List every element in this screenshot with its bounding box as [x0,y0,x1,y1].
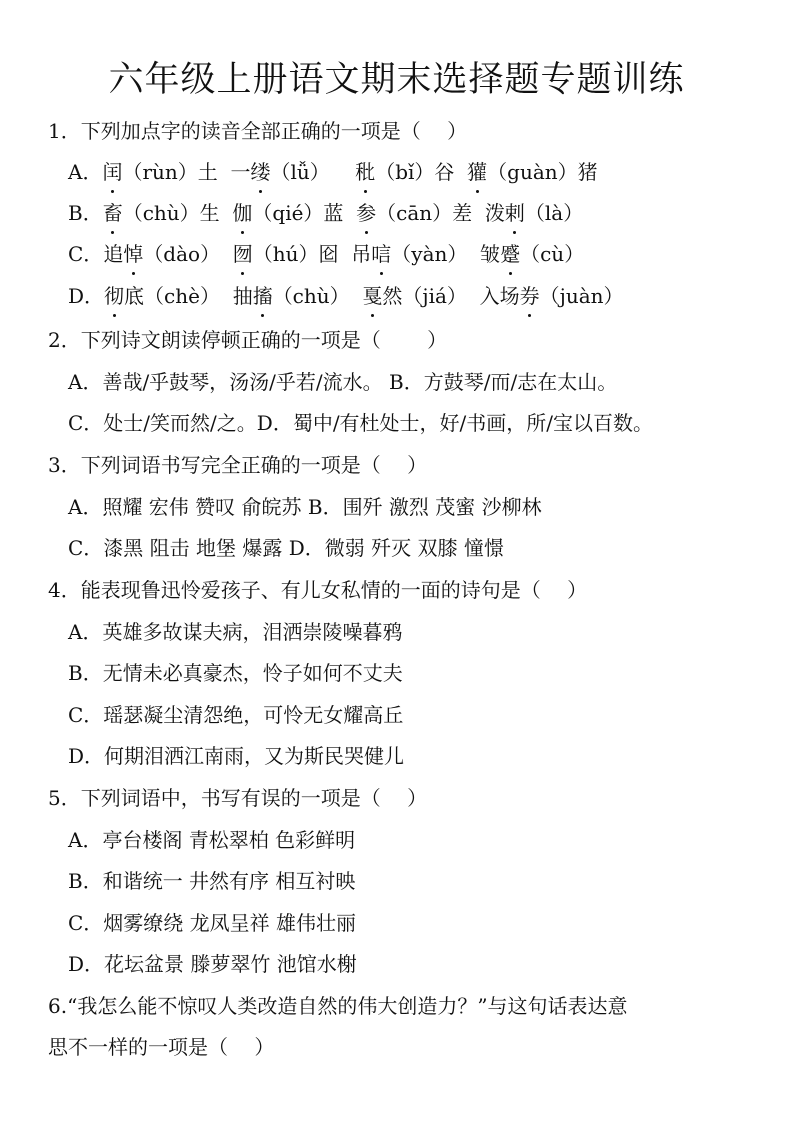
question-2-options-cd: C．处士/笑而然/之。D．蜀中/有杜处士，好/书画，所/宝以百数。 [68,411,654,435]
question-6 [48,991,628,1021]
option-label: D． [68,284,105,308]
question-4-option-b: B．无情未必真豪杰，怜子如何不丈夫 [68,661,403,685]
option-text: （hú）囵 [252,242,352,266]
option-text: 底（chè） [124,284,233,308]
question-text: 下列诗文朗读停顿正确的一项是（ ） [80,328,448,352]
question-3 [48,450,427,480]
dotted-character: 秕 [355,157,375,187]
option-text: （juàn） [539,284,624,308]
question-5-option-d: D．花坛盆景 滕萝翠竹 池馆水榭 [68,952,357,976]
question-5-option-c: C．烟雾缭绕 龙凤呈祥 雄伟壮丽 [68,911,357,935]
option-text: （lǚ） [270,160,356,184]
page-title: 六年级上册语文期末选择题专题训练 [108,60,685,100]
option-text: 一 [230,160,251,184]
question-1-option-c [68,239,584,269]
dotted-character: 蹙 [500,239,520,269]
question-1-option-b [68,198,583,228]
dotted-character: 畜 [103,198,123,228]
option-text: （chù） [272,284,363,308]
option-text: （bǐ）谷 [375,160,468,184]
question-number: 4． [48,578,81,602]
question-text: 下列词语书写完全正确的一项是（ ） [80,453,428,477]
question-number: 3． [48,453,81,477]
option-text: 皱 [480,242,501,266]
dotted-character: 券 [520,281,540,311]
option-text: （cù） [520,242,585,266]
dotted-character: 彻 [104,281,124,311]
question-5 [48,783,427,813]
option-text: 抽 [232,284,253,308]
option-text: （yàn） [391,242,481,266]
dotted-character: 獾 [467,157,487,187]
question-2-options-ab: A．善哉/乎鼓琴，汤汤/乎若/流水。 B．方鼓琴/而/志在太山。 [68,370,618,394]
dotted-character: 悼 [123,239,143,269]
question-1 [48,116,467,146]
question-3-options-ab: A．照耀 宏伟 赞叹 俞皖苏 B．围歼 激烈 茂蜜 沙柳林 [68,495,542,519]
option-text: （rùn）土 [122,160,231,184]
option-text: （chù）生 [122,201,233,225]
option-label: C． [68,242,104,266]
question-1-option-a [68,157,598,187]
question-1-option-d [68,281,624,311]
question-text: 下列词语中，书写有误的一项是（ ） [80,786,428,810]
question-text: 能表现鲁迅怜爱孩子、有儿女私情的一面的诗句是（ ） [80,578,588,602]
dotted-character: 戛 [362,281,382,311]
option-text: 然（jiá） [382,284,480,308]
option-text: 吊 [351,242,372,266]
question-4-option-c: C．瑶瑟凝尘清怨绝，可怜无女耀高丘 [68,703,404,727]
dotted-character: 剌 [505,198,525,228]
option-text: 追 [103,242,124,266]
question-5-option-b: B．和谐统一 井然有序 相互衬映 [68,869,356,893]
option-text: （dào） [143,242,233,266]
question-number: 6. [48,994,68,1018]
question-4 [48,575,587,605]
question-3-options-cd: C．漆黑 阻击 地堡 爆露 D．微弱 歼灭 双膝 憧憬 [68,536,504,560]
question-number: 5． [48,786,81,810]
question-6-continued: 思不一样的一项是（ ） [48,1035,275,1059]
dotted-character: 参 [356,198,376,228]
question-2 [48,325,447,355]
question-number: 1． [48,119,81,143]
question-4-option-a: A．英雄多故谋夫病，泪洒崇陵噪暮鸦 [68,620,403,644]
option-label: A． [68,160,103,184]
option-label: B． [68,201,103,225]
question-number: 2． [48,328,81,352]
dotted-character: 唁 [371,239,391,269]
dotted-character: 伽 [232,198,252,228]
option-text: 入场 [479,284,520,308]
option-text: （cān）差 [376,201,485,225]
dotted-character: 闰 [102,157,122,187]
question-text: 下列加点字的读音全部正确的一项是（ ） [80,119,468,143]
question-text-line-1: “我怎么能不惊叹人类改造自然的伟大创造力？”与这句话表达意 [67,994,628,1018]
dotted-character: 缕 [251,157,271,187]
option-text: （là） [524,201,584,225]
option-text: 泼 [484,201,505,225]
question-5-option-a: A．亭台楼阁 青松翠柏 色彩鲜明 [68,828,356,852]
option-text: （qié）蓝 [252,201,357,225]
dotted-character: 囫 [233,239,253,269]
question-4-option-d: D．何期泪洒江南雨，又为斯民哭健儿 [68,744,405,768]
option-text: （guàn）猪 [487,160,598,184]
dotted-character: 搐 [253,281,273,311]
